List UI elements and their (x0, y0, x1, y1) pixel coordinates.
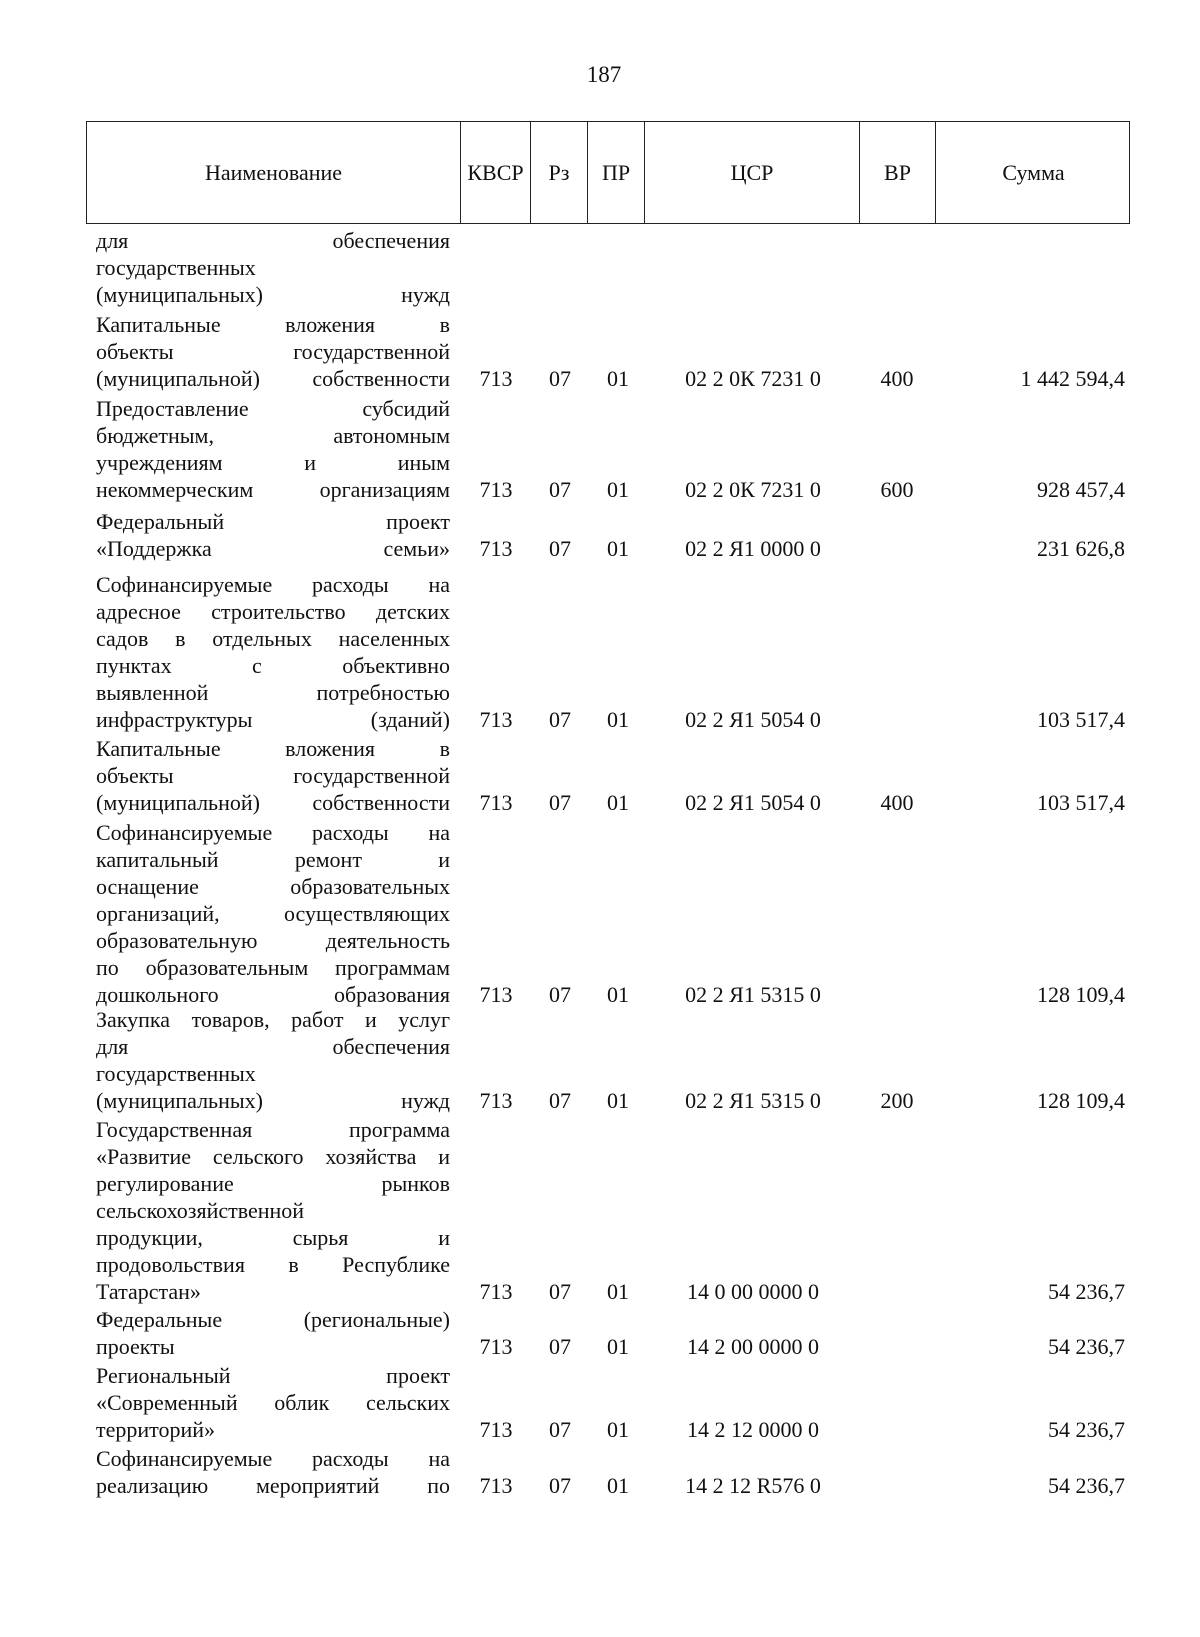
row-kvsr: 713 (479, 707, 513, 732)
row-name-line: адресное строительство детских (96, 599, 450, 624)
row-vr: 400 (880, 790, 914, 815)
row-pr: 01 (607, 477, 629, 502)
row-name-line: объекты государственной (96, 339, 450, 364)
row-pr: 01 (607, 707, 629, 732)
header-name: Наименование (204, 159, 343, 185)
row-name-line: для обеспечения (96, 1034, 450, 1059)
row-rz: 07 (549, 1334, 571, 1359)
row-name-line: (муниципальных) нужд (96, 282, 450, 307)
row-sum: 103 517,4 (1037, 707, 1125, 732)
row-name-line: капитальный ремонт и (96, 847, 450, 872)
row-sum: 1 442 594,4 (1020, 366, 1125, 391)
row-name-line: оснащение образовательных (96, 874, 450, 899)
row-vr: 400 (880, 366, 914, 391)
row-name-line: Капитальные вложения в (96, 736, 450, 761)
row-sum: 128 109,4 (1037, 982, 1125, 1007)
header-rz: Рз (530, 122, 587, 223)
row-name (96, 227, 450, 308)
row-name-line: государственных (96, 255, 256, 280)
row-csr: 02 2 Я1 5315 0 (685, 1088, 821, 1113)
row-csr: 02 2 Я1 5054 0 (685, 707, 821, 732)
row-name-line: Капитальные вложения в (96, 312, 450, 337)
header-kvsr: КВСР (460, 122, 530, 223)
row-name-line: «Поддержка семьи» (96, 536, 450, 561)
row-csr: 02 2 0К 7231 0 (685, 366, 821, 391)
row-name (96, 1306, 450, 1360)
row-pr: 01 (607, 1473, 629, 1498)
row-name-line: дошкольного образования (96, 982, 450, 1007)
row-name-line: продукции, сырья и (96, 1225, 450, 1250)
row-name-line: бюджетным, автономным (96, 423, 450, 448)
row-name-line: «Развитие сельского хозяйства и (96, 1144, 450, 1169)
row-sum: 231 626,8 (1037, 536, 1125, 561)
row-csr: 02 2 Я1 0000 0 (685, 536, 821, 561)
row-name (96, 1116, 450, 1305)
row-kvsr: 713 (479, 1473, 513, 1498)
header-sum: Сумма (935, 122, 1131, 223)
row-kvsr: 713 (479, 366, 513, 391)
row-sum: 54 236,7 (1048, 1473, 1125, 1498)
row-rz: 07 (549, 790, 571, 815)
row-rz: 07 (549, 1417, 571, 1442)
row-name-line: по образовательным программам (96, 955, 450, 980)
row-name (96, 1445, 450, 1499)
row-name-line: государственных (96, 1061, 256, 1086)
row-name-line: объекты государственной (96, 763, 450, 788)
row-pr: 01 (607, 790, 629, 815)
row-name-line: инфраструктуры (зданий) (96, 707, 450, 732)
row-name-line: «Современный облик сельских (96, 1390, 450, 1415)
row-name (96, 735, 450, 816)
row-name-line: учреждениям и иным (96, 450, 450, 475)
row-pr: 01 (607, 1334, 629, 1359)
row-name-line: проекты (96, 1334, 175, 1359)
row-csr: 14 0 00 0000 0 (687, 1279, 819, 1304)
row-rz: 07 (549, 982, 571, 1007)
row-kvsr: 713 (479, 790, 513, 815)
row-vr: 200 (880, 1088, 914, 1113)
row-pr: 01 (607, 536, 629, 561)
row-kvsr: 713 (479, 1334, 513, 1359)
row-sum: 128 109,4 (1037, 1088, 1125, 1113)
row-kvsr: 713 (479, 1279, 513, 1304)
row-name-line: (муниципальных) нужд (96, 1088, 450, 1113)
row-name-line: Татарстан» (96, 1279, 201, 1304)
row-name-line: Софинансируемые расходы на (96, 572, 450, 597)
row-kvsr: 713 (479, 1417, 513, 1442)
row-csr: 14 2 00 0000 0 (687, 1334, 819, 1359)
row-name-line: (муниципальной) собственности (96, 790, 450, 815)
header-csr: ЦСР (644, 122, 859, 223)
row-vr: 600 (880, 477, 914, 502)
row-sum: 103 517,4 (1037, 790, 1125, 815)
row-name-line: Федеральный проект (96, 509, 450, 534)
row-sum: 928 457,4 (1037, 477, 1125, 502)
row-pr: 01 (607, 1088, 629, 1113)
row-csr: 14 2 12 R576 0 (685, 1473, 821, 1498)
row-name (96, 819, 450, 1008)
row-rz: 07 (549, 477, 571, 502)
row-rz: 07 (549, 1088, 571, 1113)
header-pr: ПР (587, 122, 644, 223)
row-rz: 07 (549, 707, 571, 732)
row-name (96, 571, 450, 733)
row-kvsr: 713 (479, 1088, 513, 1113)
row-name (96, 395, 450, 503)
row-name-line: некоммерческим организациям (96, 477, 450, 502)
row-name (96, 508, 450, 562)
row-name-line: для обеспечения (96, 228, 450, 253)
row-pr: 01 (607, 982, 629, 1007)
row-name-line: садов в отдельных населенных (96, 626, 450, 651)
row-sum: 54 236,7 (1048, 1334, 1125, 1359)
row-name-line: Региональный проект (96, 1363, 450, 1388)
row-name-line: образовательную деятельность (96, 928, 450, 953)
header-vr: ВР (859, 122, 935, 223)
row-rz: 07 (549, 1473, 571, 1498)
row-name-line: сельскохозяйственной (96, 1198, 305, 1223)
row-name (96, 311, 450, 392)
row-name (96, 1362, 450, 1443)
row-kvsr: 713 (479, 982, 513, 1007)
row-csr: 02 2 0К 7231 0 (685, 477, 821, 502)
row-name-line: регулирование рынков (96, 1171, 450, 1196)
row-sum: 54 236,7 (1048, 1279, 1125, 1304)
row-name-line: выявленной потребностью (96, 680, 450, 705)
row-rz: 07 (549, 1279, 571, 1304)
row-name-line: реализацию мероприятий по (96, 1473, 450, 1498)
row-sum: 54 236,7 (1048, 1417, 1125, 1442)
row-name-line: продовольствия в Республике (96, 1252, 450, 1277)
row-name-line: Предоставление субсидий (96, 396, 450, 421)
row-name-line: территорий» (96, 1417, 216, 1442)
row-name-line: Софинансируемые расходы на (96, 1446, 450, 1471)
row-pr: 01 (607, 1417, 629, 1442)
row-name (96, 1006, 450, 1114)
row-pr: 01 (607, 366, 629, 391)
row-name-line: Государственная программа (96, 1117, 450, 1142)
row-rz: 07 (549, 366, 571, 391)
row-csr: 02 2 Я1 5315 0 (685, 982, 821, 1007)
row-rz: 07 (549, 536, 571, 561)
page-number: 187 (586, 62, 622, 87)
row-name-line: (муниципальной) собственности (96, 366, 450, 391)
row-name-line: Закупка товаров, работ и услуг (96, 1007, 450, 1032)
row-kvsr: 713 (479, 536, 513, 561)
row-csr: 14 2 12 0000 0 (687, 1417, 819, 1442)
row-kvsr: 713 (479, 477, 513, 502)
row-name-line: пунктах с объективно (96, 653, 450, 678)
row-name-line: организаций, осуществляющих (96, 901, 450, 926)
row-pr: 01 (607, 1279, 629, 1304)
row-name-line: Софинансируемые расходы на (96, 820, 450, 845)
row-name-line: Федеральные (региональные) (96, 1307, 450, 1332)
row-csr: 02 2 Я1 5054 0 (685, 790, 821, 815)
